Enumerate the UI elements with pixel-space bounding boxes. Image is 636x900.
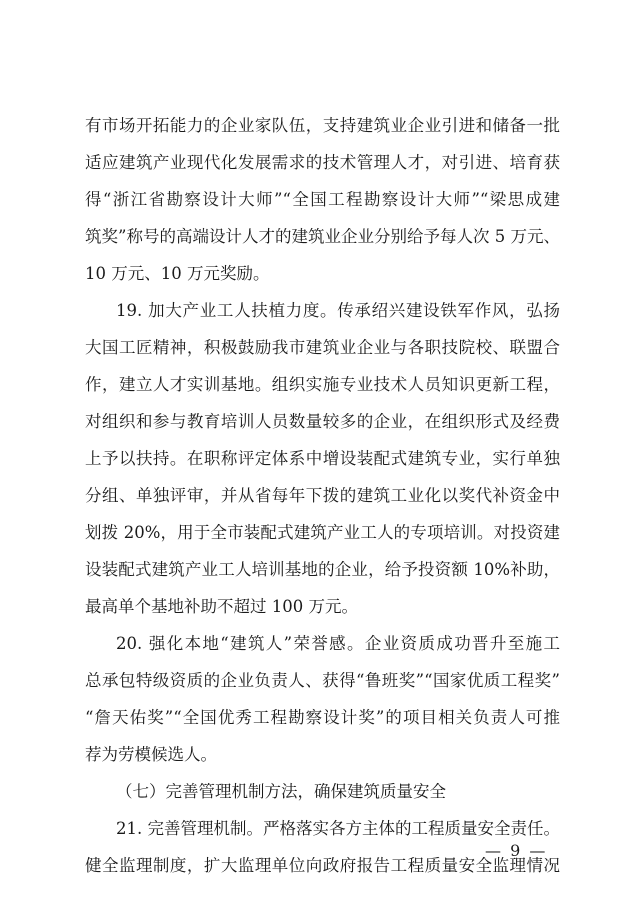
- text-line: 对组织和参与教育培训人员数量较多的企业，在组织形式及经费: [85, 412, 560, 431]
- paragraph-19-start: 19. 加大产业工人扶植力度。传承绍兴建设铁军作风，弘扬: [116, 301, 560, 320]
- text-line: 有市场开拓能力的企业家队伍，支持建筑业企业引进和储备一批: [85, 116, 560, 135]
- page-number: — 9 —: [485, 841, 548, 860]
- text-line: 分组、单独评审，并从省每年下拨的建筑工业化以奖代补资金中: [85, 486, 560, 505]
- text-line: “詹天佑奖”“全国优秀工程勘察设计奖”的项目相关负责人可推: [85, 708, 560, 727]
- text-line: 大国工匠精神，积极鼓励我市建筑业企业与各职技院校、联盟合: [85, 338, 560, 357]
- text-line: 得“浙江省勘察设计大师”“全国工程勘察设计大师”“梁思成建: [85, 190, 560, 209]
- paragraph-20-start: 20. 强化本地“建筑人”荣誉感。企业资质成功晋升至施工: [116, 634, 560, 653]
- section-heading: （七）完善管理机制方法，确保建筑质量安全: [116, 782, 446, 801]
- text-line: 10 万元、10 万元奖励。: [85, 264, 270, 283]
- text-line: 适应建筑产业现代化发展需求的技术管理人才，对引进、培育获: [85, 153, 560, 172]
- paragraph-21-start: 21. 完善管理机制。严格落实各方主体的工程质量安全责任。: [116, 819, 560, 838]
- text-line: 划拨 20%，用于全市装配式建筑产业工人的专项培训。对投资建: [85, 523, 560, 542]
- text-line: 最高单个基地补助不超过 100 万元。: [85, 597, 358, 616]
- text-line: 荐为劳模候选人。: [85, 745, 217, 764]
- text-line: 健全监理制度，扩大监理单位向政府报告工程质量安全监理情况: [85, 856, 560, 875]
- text-line: 设装配式建筑产业工人培训基地的企业，给予投资额 10%补助，: [85, 560, 560, 579]
- text-line: 总承包特级资质的企业负责人、获得“鲁班奖”“国家优质工程奖”: [85, 671, 560, 690]
- text-line: 作，建立人才实训基地。组织实施专业技术人员知识更新工程，: [85, 375, 560, 394]
- text-line: 上予以扶持。在职称评定体系中增设装配式建筑专业，实行单独: [85, 449, 560, 468]
- text-line: 筑奖”称号的高端设计人才的建筑业企业分别给予每人次 5 万元、: [85, 227, 560, 246]
